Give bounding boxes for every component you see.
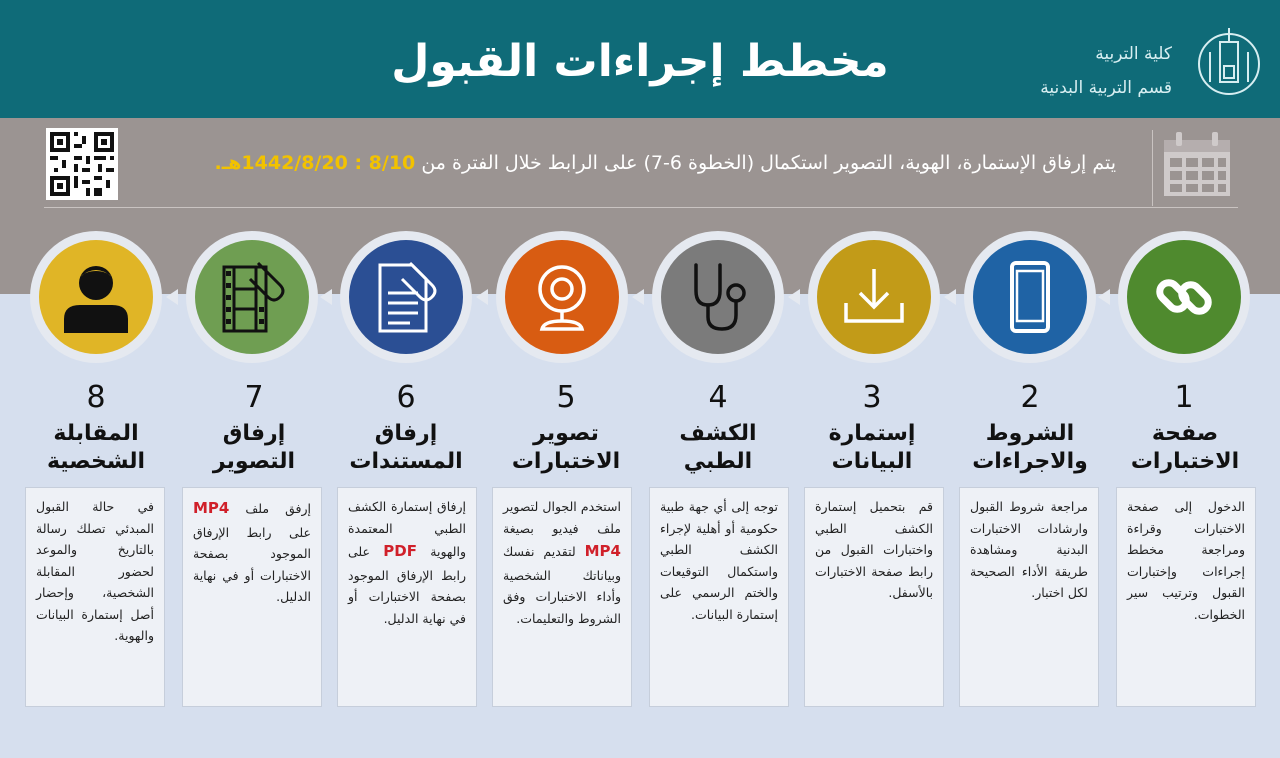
step-1-description: الدخول إلى صفحة الاختبارات وقراءة ومراجعة مخطط إجراءات وإختبارات القبول وترتيب سير الخطوات. [1116,487,1256,707]
step-4-circle [652,231,784,363]
step-6-circle [340,231,472,363]
step-7-format: MP4 [193,499,230,517]
stethoscope-icon [678,257,758,337]
step-8-description: في حالة القبول المبدئي تصلك رسالة بالتاريخ والموعد لحضور المقابلة الشخصية، وإحضار أصل إستمارة البيانات والهوية. [25,487,165,707]
step-4-title: الكشف الطبي [679,421,757,474]
step-6-text-a: إرفاق إستمارة الكشف الطبي المعتمدة والهوية [348,499,466,559]
step-7-text-a: إرفق ملف [245,501,311,516]
arrow-left-icon [1098,289,1110,305]
step-4-description: توجه إلى أي جهة طبية حكومية أو أهلية لإجراء الكشف الطبي واستكمال التوقيعات والختم الرسمي على إستمارة البيانات. [649,487,789,707]
college-name: كلية التربية [1095,44,1172,64]
step-6-description [337,487,477,707]
arrow-left-icon [476,289,488,305]
step-5-text-a: استخدم الجوال لتصوير ملف فيديو بصيغة [503,499,621,536]
film-icon [212,257,292,337]
department-name: قسم التربية البدنية [1040,78,1172,98]
calendar-icon [1160,130,1234,200]
document-icon [366,257,446,337]
step-6-title: إرفاق المستندات [349,421,463,474]
step-3-circle [808,231,940,363]
divider [1152,130,1153,206]
step-5-number: 5 [556,380,576,415]
download-icon [834,257,914,337]
step-7-text-b: على رابط الإرفاق الموجود بصفحة الاختبارات أو في نهاية الدليل. [193,524,311,605]
person-icon [56,257,136,337]
step-6-number: 6 [396,380,416,415]
step-2-description: مراجعة شروط القبول وارشادات الاختبارات البدنية ومشاهدة طريقة الأداء الصحيحة لكل اختبار. [959,487,1099,707]
webcam-icon [522,257,602,337]
notice-text [136,152,1116,174]
step-3-title: إستمارة البيانات [828,421,916,474]
step-8-circle [30,231,162,363]
arrow-left-icon [944,289,956,305]
step-8-title: المقابلة الشخصية [46,421,146,474]
step-3-number: 3 [862,380,882,415]
step-2-title: الشروط والاجراءات [972,421,1088,474]
arrow-left-icon [788,289,800,305]
qr-code-icon[interactable] [46,128,118,200]
arrow-left-icon [166,289,178,305]
step-6-format: PDF [383,542,417,560]
mobile-icon [990,257,1070,337]
link-icon [1144,257,1224,337]
step-6-text-b: على رابط الإرفاق الموجود بصفحة الاختبارات أو في نهاية الدليل. [348,544,466,626]
notice-period: 8/10 : 1442/8/20هـ. [214,152,416,174]
step-7-number: 7 [244,380,264,415]
step-5-format: MP4 [584,542,621,560]
step-5-description [492,487,632,707]
step-8-number: 8 [86,380,106,415]
step-2-circle [964,231,1096,363]
step-7-circle [186,231,318,363]
step-1-number: 1 [1174,380,1194,415]
step-1-title: صفحة الاختبارات [1130,421,1240,474]
step-5-title: تصوير الاختبارات [511,421,621,474]
step-4-number: 4 [708,380,728,415]
step-2-number: 2 [1020,380,1040,415]
university-logo-icon [1196,22,1262,106]
step-1-circle [1118,231,1250,363]
step-3-description: قم بتحميل إستمارة الكشف الطبي واختبارات القبول من رابط صفحة الاختبارات بالأسفل. [804,487,944,707]
arrow-left-icon [632,289,644,305]
step-7-title: إرفاق التصوير [212,421,296,474]
page-title: مخطط إجراءات القبول [391,36,889,87]
step-5-text-b: لتقديم نفسك وبياناتك الشخصية وأداء الاختبارات وفق الشروط والتعليمات. [503,544,621,626]
step-7-description [182,487,322,707]
arrow-left-icon [320,289,332,305]
notice-main: يتم إرفاق الإستمارة، الهوية، التصوير استكمال (الخطوة 6-7) على الرابط خلال الفترة من [421,152,1116,174]
step-5-circle [496,231,628,363]
